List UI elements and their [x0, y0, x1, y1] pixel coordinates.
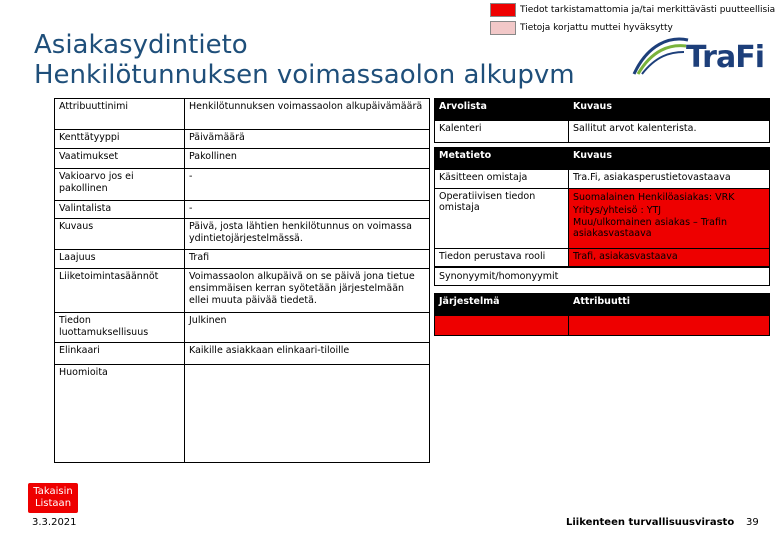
- system-cell-unverified: [435, 316, 569, 336]
- attribute-label: Kuvaus: [55, 219, 185, 250]
- table-header-row: [435, 148, 770, 170]
- synonyms-row: Synonyymit/homonyymit: [434, 266, 770, 286]
- attribute-value: [185, 365, 430, 463]
- metadata-header-item: Metatieto: [435, 148, 569, 170]
- attribute-label: Laajuus: [55, 250, 185, 269]
- table-row: [55, 130, 430, 149]
- owner-line: Muu/ulkomainen asiakas – Trafin asiakasvastaava: [573, 217, 727, 239]
- table-row: [55, 201, 430, 219]
- attribute-label: Vaatimukset: [55, 149, 185, 169]
- attribute-label: Attribuuttinimi: [55, 99, 185, 130]
- metadata-cell: Operatiivisen tiedon omistaja: [435, 189, 569, 249]
- system-header-system: Järjestelmä: [435, 294, 569, 316]
- attribute-value: -: [185, 201, 430, 219]
- values-header-list: Arvolista: [435, 99, 569, 121]
- table-row: [435, 189, 770, 249]
- attribute-label: Huomioita: [55, 365, 185, 463]
- footer-date: 3.3.2021: [32, 517, 77, 528]
- metadata-header-description: Kuvaus: [569, 148, 770, 170]
- table-row: [55, 149, 430, 169]
- attribute-value: Päivämäärä: [185, 130, 430, 149]
- attribute-value: Voimassaolon alkupäivä on se päivä jona tietue ensimmäisen kerran syötetään järjestelmään ellei muuta päivää tiedetä.: [185, 269, 430, 313]
- metadata-cell: Tra.Fi, asiakasperustietovastaava: [569, 170, 770, 189]
- trafi-logo-text: TraFi: [686, 40, 764, 75]
- attribute-value: Trafi: [185, 250, 430, 269]
- values-cell: Sallitut arvot kalenterista.: [569, 121, 770, 143]
- metadata-cell-unverified: [569, 189, 770, 249]
- table-row: [55, 343, 430, 365]
- table-row: [435, 121, 770, 143]
- title-line-1: Asiakasydintieto: [34, 30, 248, 60]
- values-header-description: Kuvaus: [569, 99, 770, 121]
- metadata-cell-unverified: Trafi, asiakasvastaava: [569, 249, 770, 268]
- attribute-value: Pakollinen: [185, 149, 430, 169]
- page-title: [34, 30, 575, 90]
- table-row: [55, 99, 430, 130]
- back-to-list-button[interactable]: Takaisin Listaan: [28, 483, 78, 513]
- table-header-row: [435, 294, 770, 316]
- table-header-row: [435, 99, 770, 121]
- attribute-value: Henkilötunnuksen voimassaolon alkupäivämäärä: [185, 99, 430, 130]
- attribute-label: Elinkaari: [55, 343, 185, 365]
- metadata-cell: Tiedon perustava rooli: [435, 249, 569, 268]
- table-row: [435, 170, 770, 189]
- legend-swatch-unverified: [490, 3, 516, 17]
- attribute-label: Kenttätyyppi: [55, 130, 185, 149]
- values-table: [434, 98, 770, 143]
- title-line-2: Henkilötunnuksen voimassaolon alkupvm: [34, 60, 575, 90]
- table-row: [55, 169, 430, 201]
- table-row: [55, 250, 430, 269]
- table-row: [55, 313, 430, 343]
- owner-line: Suomalainen Henkilöasiakas: VRK: [573, 192, 735, 203]
- attribute-value: Kaikille asiakkaan elinkaari-tiloille: [185, 343, 430, 365]
- legend-text-unverified: Tiedot tarkistamattomia ja/tai merkittävästi puutteellisia: [520, 5, 776, 15]
- attribute-table: [54, 98, 430, 463]
- metadata-cell: Käsitteen omistaja: [435, 170, 569, 189]
- attribute-label: Valintalista: [55, 201, 185, 219]
- values-cell: Kalenteri: [435, 121, 569, 143]
- owner-line: Yritys/yhteisö : YTJ: [573, 205, 662, 216]
- table-row: [55, 219, 430, 250]
- legend-text-corrected: Tietoja korjattu muttei hyväksytty: [520, 23, 673, 33]
- system-cell-unverified: [569, 316, 770, 336]
- system-header-attribute: Attribuutti: [569, 294, 770, 316]
- attribute-label: Vakioarvo jos ei pakollinen: [55, 169, 185, 201]
- metadata-table: [434, 147, 770, 268]
- table-row: [55, 365, 430, 463]
- table-row: [435, 249, 770, 268]
- trafi-logo-icon: [630, 34, 692, 78]
- footer-organization: Liikenteen turvallisuusvirasto: [566, 517, 735, 528]
- attribute-label: Liiketoimintasäännöt: [55, 269, 185, 313]
- attribute-value: Julkinen: [185, 313, 430, 343]
- attribute-value: -: [185, 169, 430, 201]
- system-table: [434, 293, 770, 336]
- attribute-label: Tiedon luottamuksellisuus: [55, 313, 185, 343]
- page-number: 39: [746, 517, 759, 528]
- table-row: [435, 316, 770, 336]
- attribute-value: Päivä, josta lähtien henkilötunnus on voimassa ydintietojärjestelmässä.: [185, 219, 430, 250]
- table-row: [55, 269, 430, 313]
